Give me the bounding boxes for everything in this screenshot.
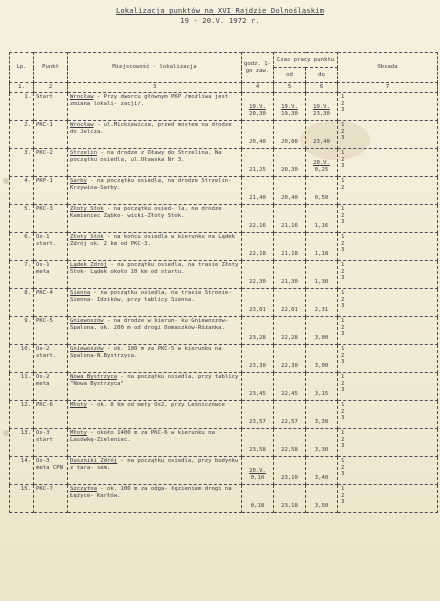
header-miejscowosc: Miejscowość - lokalizacja — [68, 53, 242, 83]
row-lp: 10. — [10, 345, 34, 373]
column-number: 4 — [242, 83, 274, 93]
obsada-entry: 2 — [341, 128, 345, 135]
row-do-value: 3,30 — [314, 418, 329, 425]
row-do — [306, 373, 338, 401]
row-do-value: 0,50 — [314, 194, 329, 201]
obsada-entry: 3 — [341, 247, 345, 254]
row-od — [274, 345, 306, 373]
row-obsada — [338, 289, 438, 317]
row-od — [274, 401, 306, 429]
row-godz-value: 20,40 — [249, 138, 266, 145]
row-do-value: 3,15 — [314, 390, 329, 397]
obsada-entry: 1 — [341, 346, 345, 352]
row-do-value: 0,25 — [314, 166, 329, 173]
row-lp: 1. — [10, 93, 34, 121]
header-od: od — [274, 68, 306, 83]
row-godz-value: 23,58 — [249, 446, 266, 453]
row-godz — [242, 401, 274, 429]
table-row — [10, 457, 438, 485]
row-obsada — [338, 457, 438, 485]
obsada-entry: 1 — [341, 178, 345, 184]
row-obsada — [338, 401, 438, 429]
row-od — [274, 93, 306, 121]
row-od-value: 20,30 — [281, 166, 298, 173]
row-do — [306, 317, 338, 345]
obsada-entry: 3 — [341, 219, 345, 226]
row-od-value: 20,00 — [281, 138, 298, 145]
row-do-value: 1,18 — [314, 250, 329, 257]
row-place: Młoty — [70, 430, 87, 436]
row-lp: 9. — [10, 317, 34, 345]
row-od-value: 22,45 — [281, 390, 298, 397]
obsada-entry: 2 — [341, 492, 345, 499]
row-location — [68, 317, 242, 345]
row-od-value: 21,16 — [281, 222, 298, 229]
obsada-entry: 2 — [341, 464, 345, 471]
row-do — [306, 93, 338, 121]
row-godz — [242, 317, 274, 345]
row-punkt: PKC-6 — [34, 401, 68, 429]
row-godz-value: 23,30 — [249, 362, 266, 369]
obsada-entry: 1 — [341, 290, 345, 296]
row-od — [274, 429, 306, 457]
row-place: Sienna — [70, 290, 91, 296]
row-lp: 8. — [10, 289, 34, 317]
row-od-value: 22,30 — [281, 362, 298, 369]
row-godz — [242, 93, 274, 121]
row-description: - na drodze z Oławy do Strzelina. Na początku osiedla, ul.Oławska Nr 3. — [70, 150, 222, 163]
row-place: Młoty — [70, 402, 87, 408]
row-od-value: 19,30 — [281, 110, 298, 117]
row-do-value: 3,40 — [314, 474, 329, 481]
row-punkt: Os-3 meta CPN — [34, 457, 68, 485]
row-godz-value: 23,01 — [249, 306, 266, 313]
row-punkt: PKC-4 — [34, 289, 68, 317]
obsada-entry: 3 — [341, 471, 345, 478]
row-godz-value: 21,40 — [249, 194, 266, 201]
row-description: - ok. 8 km od mety Os2, przy Leśniczówce — [86, 402, 225, 408]
header-obsada: Obsada — [338, 53, 438, 83]
table-row — [10, 205, 438, 233]
row-od-value: 22,01 — [281, 306, 298, 313]
table-row — [10, 149, 438, 177]
table-row — [10, 401, 438, 429]
row-lp: 7. — [10, 261, 34, 289]
row-godz — [242, 149, 274, 177]
row-od — [274, 149, 306, 177]
row-obsada — [338, 93, 438, 121]
column-number: 1. — [10, 83, 34, 93]
row-punkt: Os-1 meta — [34, 261, 68, 289]
obsada-entry: 3 — [341, 331, 345, 338]
row-description: - ok. 100 m za odga- łęzieniem drogi na Łężyce- Karłów. — [70, 486, 232, 499]
row-date-godz: 20.V. — [249, 468, 266, 474]
row-punkt: PKC-5 — [34, 317, 68, 345]
row-lp: 15. — [10, 485, 34, 513]
row-location — [68, 289, 242, 317]
row-do — [306, 261, 338, 289]
obsada-entry: 1 — [341, 430, 345, 436]
obsada-entry: 1 — [341, 486, 345, 492]
row-obsada — [338, 121, 438, 149]
obsada-entry: 1 — [341, 374, 345, 380]
obsada-entry: 2 — [341, 212, 345, 219]
row-location — [68, 485, 242, 513]
table-row — [10, 177, 438, 205]
row-place: Złoty Stok — [70, 206, 104, 212]
row-godz-value: 21,25 — [249, 166, 266, 173]
row-place: Nowa Bystrzyca — [70, 374, 118, 380]
obsada-entry: 2 — [341, 156, 345, 163]
row-godz — [242, 289, 274, 317]
row-punkt: Os-2 meta — [34, 373, 68, 401]
obsada-entry: 2 — [341, 380, 345, 387]
table-row — [10, 261, 438, 289]
title-line-2: 19 - 20.V. 1972 r. — [180, 16, 260, 25]
row-location — [68, 261, 242, 289]
row-od-value: 23,10 — [281, 474, 298, 481]
table-row — [10, 429, 438, 457]
row-place: Duszniki Zdrój — [70, 458, 118, 464]
row-punkt: PKC-1 — [34, 121, 68, 149]
row-obsada — [338, 149, 438, 177]
row-obsada — [338, 345, 438, 373]
row-godz — [242, 457, 274, 485]
row-godz — [242, 261, 274, 289]
obsada-entry: 2 — [341, 240, 345, 247]
row-od — [274, 289, 306, 317]
row-location — [68, 121, 242, 149]
header-lp: Lp. — [10, 53, 34, 83]
row-godz — [242, 233, 274, 261]
row-godz — [242, 429, 274, 457]
row-lp: 5. — [10, 205, 34, 233]
obsada-entry: 3 — [341, 359, 345, 366]
row-location — [68, 429, 242, 457]
row-obsada — [338, 233, 438, 261]
obsada-entry: 1 — [341, 206, 345, 212]
row-godz-value: 23,28 — [249, 334, 266, 341]
row-description: - na początku osiedla, przy budynku z tara- sem. — [70, 458, 239, 471]
row-do-value: 1,30 — [314, 278, 329, 285]
row-godz — [242, 485, 274, 513]
header-godz: godz. 1-go zaw. — [242, 53, 274, 83]
row-lp: 3. — [10, 149, 34, 177]
row-od — [274, 205, 306, 233]
row-obsada — [338, 317, 438, 345]
row-location — [68, 205, 242, 233]
obsada-entry: 2 — [341, 352, 345, 359]
obsada-entry: 1 — [341, 318, 345, 324]
obsada-entry: 1 — [341, 262, 345, 268]
row-location — [68, 373, 242, 401]
table-row — [10, 289, 438, 317]
row-lp: 6. — [10, 233, 34, 261]
row-godz — [242, 345, 274, 373]
obsada-entry: 1 — [341, 150, 345, 156]
column-number: 3 — [68, 83, 242, 93]
obsada-entry: 2 — [341, 436, 345, 443]
row-description: - na drodze w kierun- ku Gniewoszów-Spalona, ok. 200 m od drogi Domaszków-Różanka. — [70, 318, 229, 331]
row-do — [306, 177, 338, 205]
row-do-value: 3,50 — [314, 502, 329, 509]
row-description: - Przy dworcu głównym PKP /możliwa jest zmiana lokali- zacji/. — [70, 94, 229, 107]
row-description: - około 1400 m za PKC-6 w kierunku na Lasówkę-Zieleniec. — [70, 430, 215, 443]
obsada-entry: 3 — [341, 135, 345, 142]
row-do-value: 1,16 — [314, 222, 329, 229]
row-description: - ok. 100 m za PKC-5 w kierunku na Spalona-N.Bystrzyca. — [70, 346, 222, 359]
table-header-row — [10, 53, 438, 68]
row-place: Wrocław — [70, 122, 94, 128]
row-od — [274, 121, 306, 149]
row-description: - na początku osiedla, na drodze Strzelin-Krzywina-Sarby. — [70, 178, 232, 191]
header-punkt: Punkt — [34, 53, 68, 83]
table-row — [10, 233, 438, 261]
row-od-value: 20,40 — [281, 194, 298, 201]
obsada-entry: 1 — [341, 458, 345, 464]
column-number: 2 — [34, 83, 68, 93]
row-od-value: 22,57 — [281, 418, 298, 425]
row-punkt: PKC-3 — [34, 205, 68, 233]
obsada-entry: 3 — [341, 415, 345, 422]
row-obsada — [338, 373, 438, 401]
row-do-value: 3,00 — [314, 362, 329, 369]
row-punkt: PKC-7 — [34, 485, 68, 513]
row-godz — [242, 205, 274, 233]
table-body — [10, 93, 438, 513]
row-od-value: 22,28 — [281, 334, 298, 341]
row-lp: 14. — [10, 457, 34, 485]
row-location — [68, 177, 242, 205]
obsada-entry: 2 — [341, 268, 345, 275]
row-od — [274, 261, 306, 289]
row-od-value: 23,18 — [281, 502, 298, 509]
row-do — [306, 485, 338, 513]
row-description: - na początku osiedla, przy tablicy "Nowa Bystrzyca" — [70, 374, 239, 387]
row-od — [274, 233, 306, 261]
row-place: Strzelin — [70, 150, 97, 156]
row-punkt: Os-2 start. — [34, 345, 68, 373]
row-do — [306, 401, 338, 429]
row-do-value: 3,30 — [314, 446, 329, 453]
row-description: - na początku osied- la, na drodze Kamieniec Ząbko- wicki-Złoty Stok. — [70, 206, 222, 219]
row-place: Wrocław — [70, 94, 94, 100]
row-lp: 12. — [10, 401, 34, 429]
obsada-entry: 2 — [341, 184, 345, 191]
row-do-value: 23,30 — [313, 110, 330, 117]
row-do — [306, 457, 338, 485]
table-row — [10, 121, 438, 149]
row-do — [306, 289, 338, 317]
table-row — [10, 93, 438, 121]
obsada-entry: 3 — [341, 303, 345, 310]
row-godz-value: 22,18 — [249, 250, 266, 257]
column-number-row — [10, 83, 438, 93]
row-date-godz: 19.V. — [249, 104, 266, 110]
row-place: Szczytna — [70, 486, 97, 492]
row-location — [68, 233, 242, 261]
document-title — [0, 6, 440, 26]
row-do-value: 2,31 — [314, 306, 329, 313]
table-row — [10, 345, 438, 373]
row-do — [306, 233, 338, 261]
row-od-value: 22,58 — [281, 446, 298, 453]
title-line-1: Lokalizacja punktów na XVI Rajdzie Dolnośląskim — [115, 6, 325, 15]
obsada-entry: 2 — [341, 324, 345, 331]
row-od — [274, 373, 306, 401]
row-od-value: 21,18 — [281, 250, 298, 257]
row-punkt: PKC-2 — [34, 149, 68, 177]
row-godz-value: 23,45 — [249, 390, 266, 397]
row-date-do: 20.V. — [313, 160, 330, 166]
obsada-entry: 3 — [341, 163, 345, 170]
row-godz — [242, 373, 274, 401]
row-od — [274, 177, 306, 205]
obsada-entry: 3 — [341, 499, 345, 506]
column-number: 6 — [306, 83, 338, 93]
row-do — [306, 121, 338, 149]
column-number: 7 — [338, 83, 438, 93]
row-obsada — [338, 485, 438, 513]
row-od — [274, 485, 306, 513]
obsada-entry: 3 — [341, 275, 345, 282]
row-lp: 2. — [10, 121, 34, 149]
obsada-entry: 1 — [341, 234, 345, 240]
row-location — [68, 345, 242, 373]
header-do: do — [306, 68, 338, 83]
obsada-entry: 3 — [341, 443, 345, 450]
row-description: - na początku osiedla, na trasie Stronie-Sienna- Idzików, przy tablicy Sienna. — [70, 290, 232, 303]
row-lp: 13. — [10, 429, 34, 457]
table-row — [10, 485, 438, 513]
row-location — [68, 93, 242, 121]
row-place: Gniewoszów — [70, 318, 104, 324]
row-punkt: PKP-1 — [34, 177, 68, 205]
row-od-value: 21,30 — [281, 278, 298, 285]
table-row — [10, 317, 438, 345]
row-godz — [242, 177, 274, 205]
row-do — [306, 345, 338, 373]
row-do-value: 3,00 — [314, 334, 329, 341]
row-od — [274, 317, 306, 345]
row-godz-value: 23,57 — [249, 418, 266, 425]
obsada-entry: 2 — [341, 296, 345, 303]
row-date-od: 19.V. — [281, 104, 298, 110]
row-lp: 11. — [10, 373, 34, 401]
row-godz-value: 0,18 — [250, 502, 265, 509]
row-godz — [242, 121, 274, 149]
obsada-entry: 1 — [341, 94, 345, 100]
row-do — [306, 205, 338, 233]
obsada-entry: 1 — [341, 122, 345, 128]
obsada-entry: 1 — [341, 402, 345, 408]
row-location — [68, 149, 242, 177]
row-obsada — [338, 429, 438, 457]
row-punkt: Start — [34, 93, 68, 121]
header-czas-pracy: Czas pracy punktu — [274, 53, 338, 68]
row-description: - ul.Mickiewicza, przed mostem na drodze do Jelcza. — [70, 122, 232, 135]
row-description: - na początku osiedla, na trasie Złoty Stok- Lądek około 10 km od startu. — [70, 262, 239, 275]
row-do — [306, 429, 338, 457]
row-do — [306, 149, 338, 177]
row-godz-value: 0,10 — [250, 474, 265, 481]
row-godz-value: 22,30 — [249, 278, 266, 285]
obsada-entry: 3 — [341, 107, 345, 114]
checkpoint-table — [9, 52, 438, 513]
row-location — [68, 457, 242, 485]
row-od — [274, 457, 306, 485]
obsada-entry: 2 — [341, 408, 345, 415]
row-place: Gniewoszów — [70, 346, 104, 352]
row-date-do: 19.V. — [313, 104, 330, 110]
row-place: Sarby — [70, 178, 87, 184]
row-godz-value: 20,30 — [249, 110, 266, 117]
row-lp: 4. — [10, 177, 34, 205]
row-obsada — [338, 205, 438, 233]
obsada-entry: 2 — [341, 100, 345, 107]
row-do-value: 23,40 — [313, 138, 330, 145]
row-place: Lądek Zdrój — [70, 262, 108, 268]
row-punkt: Os-1 start. — [34, 233, 68, 261]
row-obsada — [338, 261, 438, 289]
obsada-entry: 3 — [341, 387, 345, 394]
row-location — [68, 401, 242, 429]
table-row — [10, 373, 438, 401]
row-punkt: Os-3 start — [34, 429, 68, 457]
row-place: Złoty Stok — [70, 234, 104, 240]
row-godz-value: 22,16 — [249, 222, 266, 229]
column-number: 5 — [274, 83, 306, 93]
row-obsada — [338, 177, 438, 205]
row-description: - na końcu osiedla w kierunku na Lądek Zdrój ok. 2 km od PKC-3. — [70, 234, 236, 247]
